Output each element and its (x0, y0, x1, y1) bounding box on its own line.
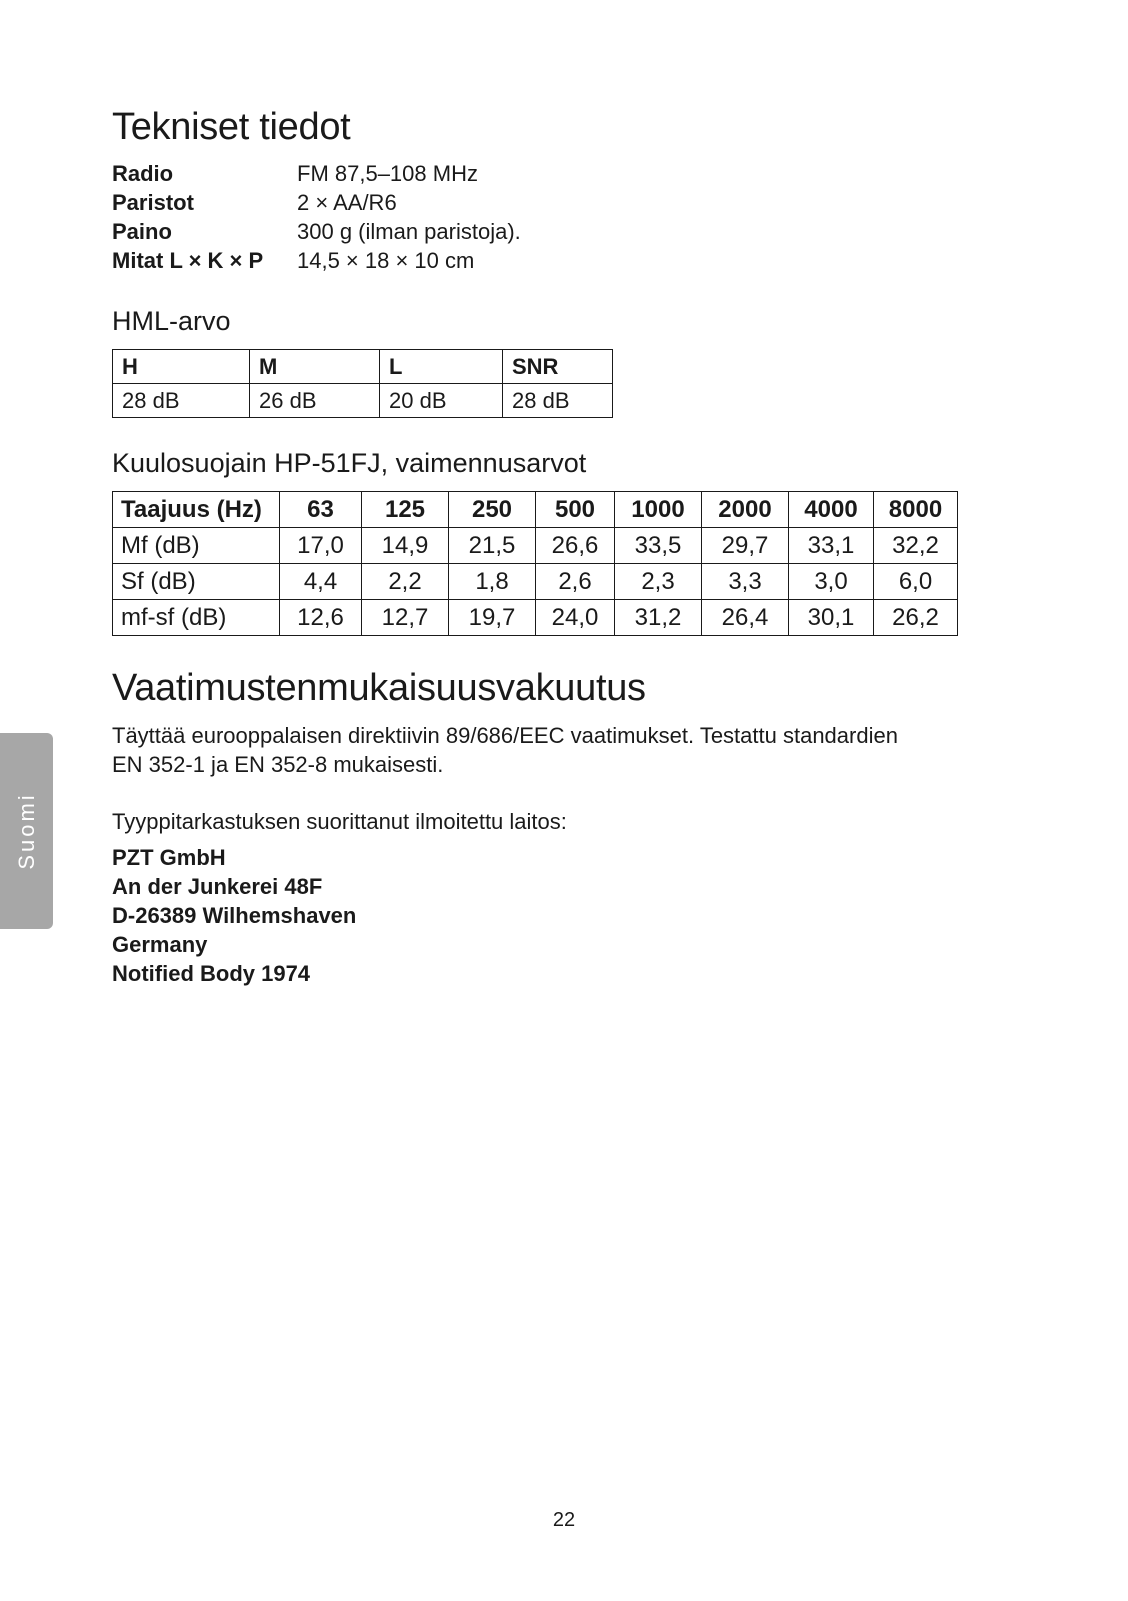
table-cell: 32,2 (874, 528, 958, 564)
hml-title: HML-arvo (112, 306, 231, 336)
table-header-row (113, 492, 958, 528)
address-line: D-26389 Wilhemshaven (112, 903, 357, 928)
address-line: An der Junkerei 48F (112, 874, 323, 899)
address-line: Germany (112, 932, 208, 957)
specs-title: Tekniset tiedot (112, 106, 351, 148)
table-cell: 12,6 (280, 600, 362, 636)
table-row (113, 384, 613, 418)
table-cell: 31,2 (615, 600, 702, 636)
page-number: 22 (552, 1509, 576, 1531)
table-cell: 2,2 (362, 564, 449, 600)
spec-value: 14,5 × 18 × 10 cm (297, 248, 475, 273)
table-cell: 26,2 (874, 600, 958, 636)
table-cell: 26,6 (536, 528, 615, 564)
spec-value: 2 × AA/R6 (297, 190, 397, 215)
table-cell: 28 dB (113, 384, 250, 418)
table-cell: 4,4 (280, 564, 362, 600)
table-header-cell: M (250, 350, 380, 384)
table-header-cell: 2000 (702, 492, 789, 528)
spec-value: FM 87,5–108 MHz (297, 161, 478, 186)
table-header-cell: Taajuus (Hz) (113, 492, 280, 528)
table-cell: 6,0 (874, 564, 958, 600)
table-header-cell: 8000 (874, 492, 958, 528)
table-header-cell: 4000 (789, 492, 874, 528)
table-cell: 2,3 (615, 564, 702, 600)
table-cell: 30,1 (789, 600, 874, 636)
table-row-mf (113, 528, 958, 564)
table-header-row (113, 350, 613, 384)
table-cell: 33,1 (789, 528, 874, 564)
hml-table (112, 349, 613, 418)
table-header-cell: 1000 (615, 492, 702, 528)
table-header-cell: 500 (536, 492, 615, 528)
attenuation-table (112, 491, 958, 636)
notified-body-intro: Tyyppitarkastuksen suorittanut ilmoitettu laitos: (112, 809, 567, 834)
paragraph-line: EN 352-1 ja EN 352-8 mukaisesti. (112, 752, 444, 777)
table-cell: 21,5 (449, 528, 536, 564)
table-header-cell: SNR (503, 350, 613, 384)
table-cell: 26 dB (250, 384, 380, 418)
notified-body-address (112, 843, 712, 988)
table-header-cell: H (113, 350, 250, 384)
table-cell: 26,4 (702, 600, 789, 636)
spec-label: Mitat L × K × P (112, 248, 264, 273)
paragraph-line: Täyttää eurooppalaisen direktiivin 89/686/EEC vaatimukset. Testattu standardien (112, 723, 898, 748)
table-cell: 20 dB (380, 384, 503, 418)
table-cell: 14,9 (362, 528, 449, 564)
attenuation-title: Kuulosuojain HP-51FJ, vaimennusarvot (112, 448, 587, 478)
table-header-cell: 250 (449, 492, 536, 528)
conformity-paragraph (112, 721, 1012, 779)
table-cell: 24,0 (536, 600, 615, 636)
conformity-title: Vaatimustenmukaisuusvakuutus (112, 667, 646, 709)
table-cell: 28 dB (503, 384, 613, 418)
table-row-label: Sf (dB) (113, 564, 280, 600)
address-line: PZT GmbH (112, 845, 226, 870)
address-line: Notified Body 1974 (112, 961, 311, 986)
table-header-cell: 63 (280, 492, 362, 528)
language-tab-label: Suomi (13, 792, 39, 870)
table-cell: 29,7 (702, 528, 789, 564)
table-cell: 3,0 (789, 564, 874, 600)
table-cell: 2,6 (536, 564, 615, 600)
table-cell: 17,0 (280, 528, 362, 564)
spec-label: Paino (112, 219, 172, 244)
table-row-label: mf-sf (dB) (113, 600, 280, 636)
table-cell: 3,3 (702, 564, 789, 600)
table-row-sf (113, 564, 958, 600)
table-cell: 19,7 (449, 600, 536, 636)
table-cell: 12,7 (362, 600, 449, 636)
table-cell: 1,8 (449, 564, 536, 600)
spec-value: 300 g (ilman paristoja). (297, 219, 521, 244)
specs-list (112, 159, 712, 279)
table-header-cell: 125 (362, 492, 449, 528)
spec-label: Radio (112, 161, 174, 186)
table-cell: 33,5 (615, 528, 702, 564)
language-tab (0, 733, 53, 929)
table-header-cell: L (380, 350, 503, 384)
table-row-mf-sf (113, 600, 958, 636)
table-row-label: Mf (dB) (113, 528, 280, 564)
spec-label: Paristot (112, 190, 194, 215)
